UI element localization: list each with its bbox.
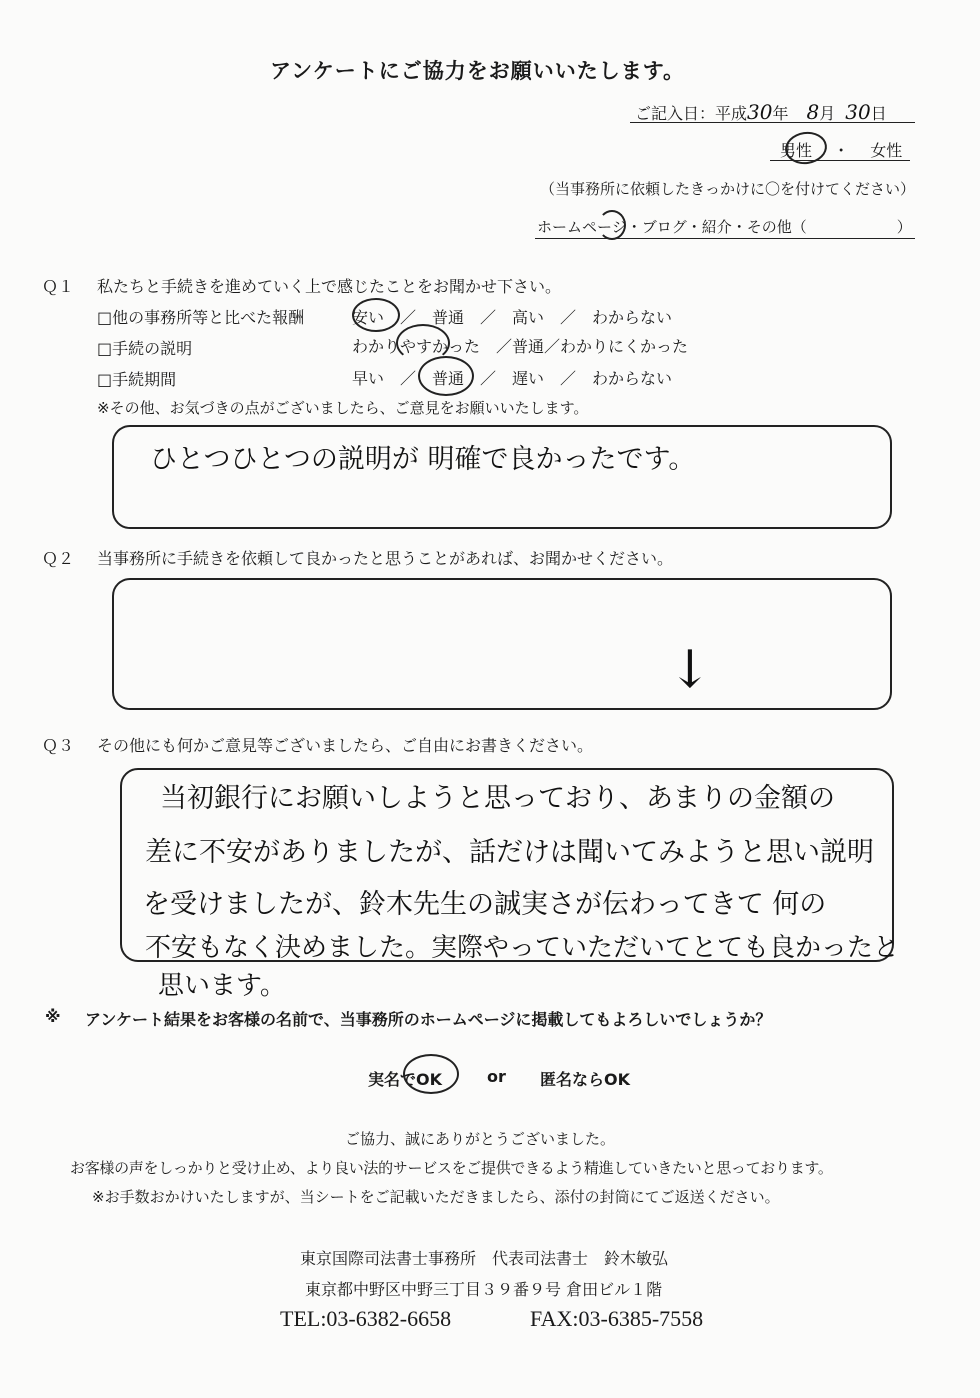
page-title: アンケートにご協力をお願いいたします。 — [270, 59, 686, 83]
month-unit: 月 — [819, 104, 836, 123]
gender-separator: ・ — [833, 141, 850, 160]
q2-arrow: ↓ — [668, 640, 712, 700]
q1-row-period-label: □手続期間 — [97, 370, 177, 389]
gender-female: 女性 — [870, 141, 903, 160]
q1-answer: ひとつひとつの説明が 明確で良かったです。 — [150, 444, 696, 475]
q1-note: ※その他、お気づきの点がございましたら、ご意見をお願いいたします。 — [97, 399, 589, 417]
office-name: 東京国際司法書士事務所 代表司法書士 鈴木敏弘 — [300, 1249, 669, 1268]
homepage-circle-mark — [598, 210, 626, 240]
option-anonymous: 匿名ならOK — [540, 1070, 631, 1089]
publish-question: アンケート結果をお客様の名前で、当事務所のホームページに掲載してもよろしいでしょうか？ — [85, 1010, 772, 1029]
period-normal-circle-mark — [418, 356, 474, 396]
real-name-circle-mark — [403, 1054, 459, 1094]
date-underline — [630, 122, 915, 123]
q2-text: 当事務所に手続きを依頼して良かったと思うことがあれば、お聞かせください。 — [97, 549, 674, 568]
entry-month: 8 — [806, 100, 820, 124]
q1-row-fee-label: □他の事務所等と比べた報酬 — [97, 308, 305, 327]
day-unit: 日 — [870, 104, 887, 123]
q3-number: Ｑ３ — [42, 736, 75, 755]
q3-text: その他にも何かご意見等ございましたら、ご自由にお書きください。 — [97, 736, 594, 755]
referral-underline — [535, 238, 915, 239]
entry-year: 30 — [747, 100, 773, 124]
thanks-line-1: ご協力、誠にありがとうございました。 — [345, 1130, 616, 1148]
q1-row-explanation-options: わかりやすかった ／普通／わかりにくかった — [352, 337, 689, 356]
thanks-line-2: お客様の声をしっかりと受け止め、より良い法的サービスをご提供できるよう精進していきたいと思っております。 — [70, 1159, 833, 1177]
gender-male: 男性 — [780, 141, 813, 160]
referral-prompt: （当事務所に依頼したきっかけに〇を付けてください） — [540, 180, 916, 198]
year-unit: 年 — [772, 104, 789, 123]
office-tel: TEL:03-6382-6658 — [280, 1306, 452, 1331]
option-real-name: 実名でOK — [368, 1070, 443, 1089]
q1-row-period-options: 早い ／ 普通 ／ 遅い ／ わからない — [352, 369, 673, 388]
q3-answer-line-5: 思います。 — [158, 971, 286, 1001]
office-fax: FAX:03-6385-7558 — [530, 1306, 704, 1331]
q1-number: Ｑ１ — [42, 277, 75, 296]
thanks-line-3: ※お手数おかけいたしますが、当シートをご記載いただきましたら、添付の封筒にてご返送ください。 — [92, 1188, 780, 1206]
q2-number: Ｑ２ — [42, 549, 75, 568]
q3-answer-line-2: 差に不安がありましたが、話だけは聞いてみようと思い説明 — [145, 837, 874, 868]
q3-answer-line-4: 不安もなく決めました。実際やっていただいてとても良かったと — [145, 933, 900, 963]
option-or: or — [487, 1067, 506, 1086]
entry-day: 30 — [845, 100, 871, 124]
q2-answer-box — [112, 578, 892, 710]
q1-row-explanation-label: □手続の説明 — [97, 339, 193, 358]
entry-date — [635, 100, 887, 124]
office-address: 東京都中野区中野三丁目３９番９号 倉田ビル１階 — [305, 1280, 663, 1299]
referral-options: ホームページ・ブログ・紹介・その他（ ） — [537, 218, 912, 236]
male-circle-mark — [783, 129, 829, 167]
q3-answer-line-3: を受けましたが、鈴木先生の誠実さが伝わってきて 何の — [143, 889, 827, 920]
gender-underline — [770, 160, 910, 161]
q1-row-fee-options: 安い ／ 普通 ／ 高い ／ わからない — [352, 308, 673, 327]
entry-date-label: ご記入日：平成 — [635, 104, 748, 123]
q3-answer-line-1: 当初銀行にお願いしようと思っており、あまりの金額の — [160, 783, 835, 814]
publish-mark: ※ — [45, 1007, 61, 1026]
q1-text: 私たちと手続きを進めていく上で感じたことをお聞かせ下さい。 — [97, 277, 562, 296]
fee-cheap-circle-mark — [352, 298, 400, 332]
